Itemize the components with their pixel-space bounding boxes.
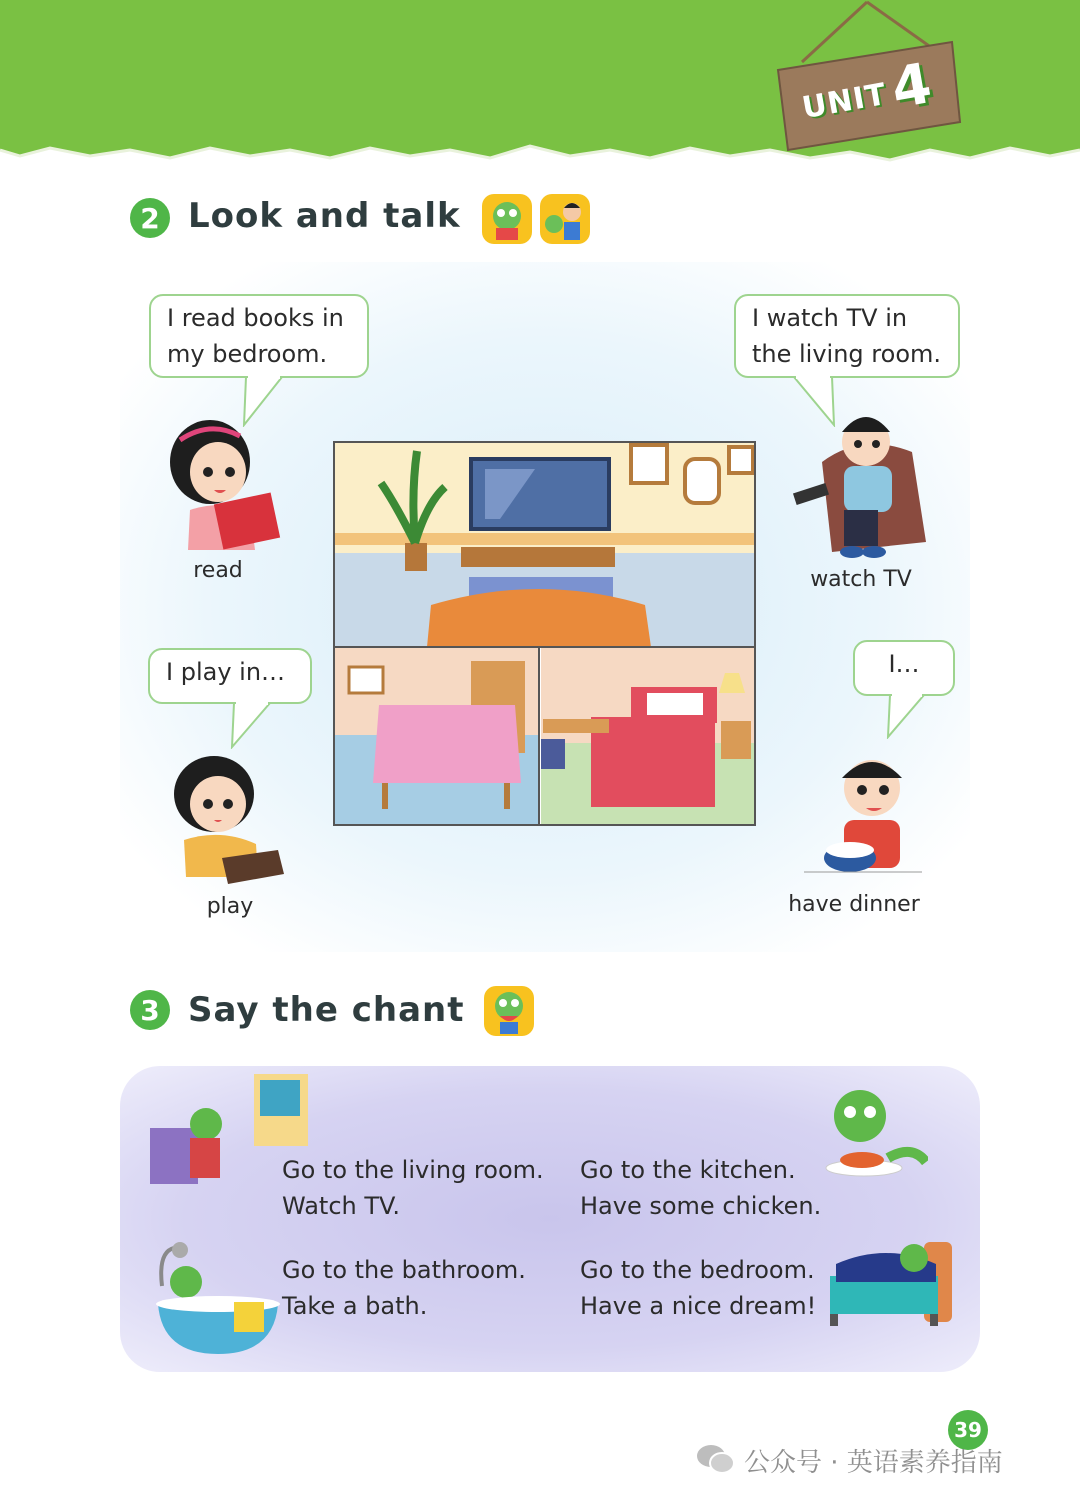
section-title-look-and-talk: Look and talk bbox=[188, 196, 461, 236]
bubble-line: my bedroom. bbox=[167, 340, 328, 368]
house-scene-illustration bbox=[333, 441, 756, 826]
bubble-tail bbox=[228, 701, 278, 749]
chant-verse-4-line-1: Go to the bedroom. bbox=[580, 1256, 815, 1284]
chant-verse-2-line-1: Go to the kitchen. bbox=[580, 1156, 796, 1184]
speech-bubble-read-books bbox=[149, 294, 369, 378]
boy-eating-illustration bbox=[800, 748, 925, 886]
bubble-tail bbox=[884, 693, 934, 739]
bubble-line: I watch TV in bbox=[752, 304, 908, 332]
bubble-line: the living room. bbox=[752, 340, 942, 368]
bubble-line: I read books in bbox=[167, 304, 344, 332]
watermark-text: 公众号 · 英语素养指南 bbox=[744, 1448, 1003, 1478]
caption-play: play bbox=[206, 894, 254, 919]
unit-sign bbox=[772, 0, 972, 160]
speech-bubble-i bbox=[853, 640, 955, 696]
section-title-say-the-chant: Say the chant bbox=[188, 990, 465, 1030]
chant-verse-3-line-1: Go to the bathroom. bbox=[282, 1256, 526, 1284]
speech-bubble-play-in bbox=[148, 648, 312, 704]
unit-number: 4 bbox=[886, 51, 937, 122]
unit-label: UNIT bbox=[799, 76, 890, 127]
crocodile-eating-chicken-illustration bbox=[824, 1088, 928, 1180]
talk-icon bbox=[540, 194, 590, 244]
crocodile-sleeping-illustration bbox=[826, 1236, 956, 1328]
bubble-line: I play in… bbox=[166, 658, 286, 686]
chant-verse-1-line-1: Go to the living room. bbox=[282, 1156, 544, 1184]
look-icon bbox=[482, 194, 532, 244]
chant-verse-3-line-2: Take a bath. bbox=[282, 1292, 428, 1320]
section-number-3: 3 bbox=[130, 990, 170, 1030]
speech-bubble-watch-tv bbox=[734, 294, 960, 378]
chant-verse-2-line-2: Have some chicken. bbox=[580, 1192, 822, 1220]
bubble-line: I… bbox=[888, 650, 920, 678]
chant-verse-1-line-2: Watch TV. bbox=[282, 1192, 400, 1220]
chant-verse-4-line-2: Have a nice dream! bbox=[580, 1292, 817, 1320]
girl-playing-illustration bbox=[166, 752, 286, 887]
caption-watch-tv: watch TV bbox=[810, 567, 912, 592]
section-number-2: 2 bbox=[130, 198, 170, 238]
boy-watching-tv-illustration bbox=[792, 402, 932, 562]
wechat-icon bbox=[696, 1442, 736, 1476]
girl-reading-illustration bbox=[160, 410, 290, 555]
chant-icon bbox=[484, 986, 534, 1036]
caption-have-dinner: have dinner bbox=[788, 892, 920, 917]
caption-read: read bbox=[193, 558, 243, 583]
page-number: 39 bbox=[954, 1418, 982, 1442]
crocodile-bathing-illustration bbox=[152, 1242, 282, 1360]
